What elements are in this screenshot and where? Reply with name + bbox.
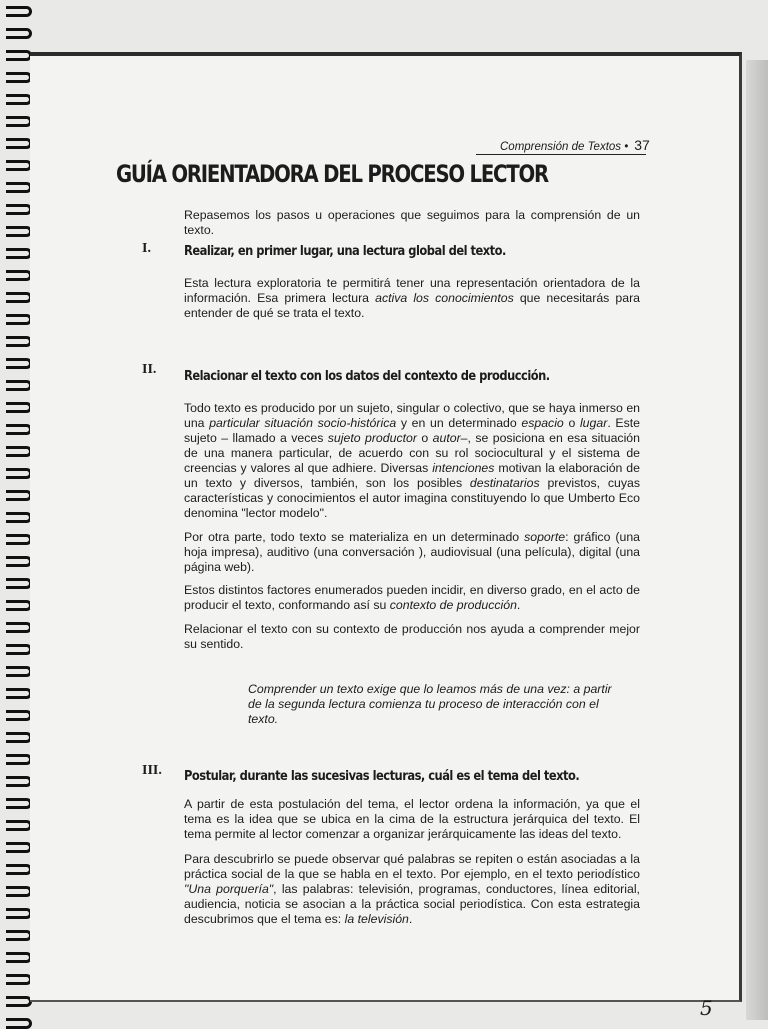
spiral-coil bbox=[6, 402, 32, 413]
intro-paragraph: Repasemos los pasos u operaciones que seguimos para la comprensión de un texto. bbox=[184, 208, 640, 237]
text-run: : gráfico (una hoja impresa), auditivo (una conversación ), audiovisual (una película), digital (una página web). bbox=[184, 530, 640, 574]
spiral-coil bbox=[6, 226, 32, 237]
spiral-coil bbox=[6, 776, 32, 787]
text-run: motivan la elaboración de un texto y diversos, también, son los posibles bbox=[184, 461, 640, 490]
spiral-coil bbox=[6, 556, 32, 567]
text-run-italic: soporte bbox=[524, 530, 566, 544]
text-run: y en un determinado bbox=[396, 416, 522, 430]
s3-paragraph-2 bbox=[184, 852, 640, 927]
spiral-coil bbox=[6, 644, 32, 655]
spiral-coil bbox=[6, 138, 32, 149]
handwritten-page-mark: 5 bbox=[700, 996, 713, 1020]
text-run-italic: la televisión bbox=[344, 912, 409, 926]
spiral-coil bbox=[6, 732, 32, 743]
spiral-coil bbox=[6, 248, 32, 259]
text-run-italic: autor bbox=[432, 431, 461, 445]
spiral-coil bbox=[6, 6, 32, 17]
spiral-coil bbox=[6, 358, 32, 369]
spiral-coil bbox=[6, 666, 32, 677]
spiral-coil bbox=[6, 270, 32, 281]
text-run: . bbox=[516, 598, 521, 612]
page-number: 37 bbox=[634, 137, 650, 153]
running-header bbox=[500, 137, 650, 153]
text-run-italic: activa los conocimientos bbox=[375, 291, 514, 305]
spiral-coil bbox=[6, 116, 32, 127]
text-run-italic: sujeto productor bbox=[327, 431, 417, 445]
text-run-italic: destinatarios bbox=[469, 476, 540, 490]
text-run-italic: intenciones bbox=[432, 461, 495, 475]
spiral-coil bbox=[6, 996, 32, 1007]
spiral-coil bbox=[6, 952, 32, 963]
text-run-italic: lugar bbox=[579, 416, 608, 430]
spiral-coil bbox=[6, 600, 32, 611]
header-rule bbox=[476, 154, 646, 155]
spiral-coil bbox=[6, 908, 32, 919]
section-numeral-1: I. bbox=[142, 241, 151, 256]
spiral-coil bbox=[6, 864, 32, 875]
page-title: GUÍA ORIENTADORA DEL PROCESO LECTOR bbox=[116, 160, 548, 188]
spiral-coil bbox=[6, 468, 32, 479]
spiral-coil bbox=[6, 424, 32, 435]
spiral-coil bbox=[6, 820, 32, 831]
text-run: o bbox=[416, 431, 433, 445]
s2-paragraph-1 bbox=[184, 401, 640, 521]
spiral-coil bbox=[6, 446, 32, 457]
spiral-coil bbox=[6, 292, 32, 303]
section-heading-1: Realizar, en primer lugar, una lectura global del texto. bbox=[184, 243, 506, 259]
spiral-coil bbox=[6, 94, 32, 105]
header-section: Comprensión de Textos • bbox=[500, 141, 629, 153]
spiral-coil bbox=[6, 710, 32, 721]
text-run: Esta lectura exploratoria te permitirá tener una representación orientadora de la información. Esa primera lectura bbox=[184, 276, 640, 305]
spiral-coil bbox=[6, 578, 32, 589]
spiral-coil bbox=[6, 622, 32, 633]
text-run: Todo texto es producido por un sujeto, singular o colectivo, que se haya inmerso en una bbox=[184, 401, 640, 430]
spiral-coil bbox=[6, 314, 32, 325]
spiral-coil bbox=[6, 50, 32, 61]
section-heading-2: Relacionar el texto con los datos del contexto de producción. bbox=[184, 368, 550, 384]
spiral-coil bbox=[6, 28, 32, 39]
spiral-coil bbox=[6, 688, 32, 699]
page-edge bbox=[746, 60, 768, 1020]
s2-paragraph-2 bbox=[184, 530, 640, 575]
s2-paragraph-4: Relacionar el texto con su contexto de producción nos ayuda a comprender mejor su sentido. bbox=[184, 622, 640, 651]
spiral-coil bbox=[6, 754, 32, 765]
text-run-italic: espacio bbox=[521, 416, 564, 430]
text-run: , las palabras: televisión, programas, conductores, línea editorial, audiencia, noticia se asocian a la práctica social periodística. Con esta estrategia descubrimos que el tema es: bbox=[184, 882, 640, 926]
text-run: . Este sujeto – llamado a veces bbox=[184, 416, 640, 445]
text-run-italic: "Una porquería" bbox=[184, 882, 274, 896]
spiral-coil bbox=[6, 974, 32, 985]
spiral-coil bbox=[6, 204, 32, 215]
spiral-coil bbox=[6, 798, 32, 809]
text-run: que necesitarás para entender de qué se trata el texto. bbox=[184, 291, 641, 320]
spiral-coil bbox=[6, 886, 32, 897]
section-heading-3: Postular, durante las sucesivas lecturas, cuál es el tema del texto. bbox=[184, 768, 580, 784]
section-numeral-3: III. bbox=[142, 763, 162, 778]
text-run: Para descubrirlo se puede observar qué palabras se repiten o están asociadas a la práctica social de la que se habla en el texto. Por ejemplo, en el texto periodístico bbox=[184, 852, 640, 881]
spiral-coil bbox=[6, 490, 32, 501]
spiral-coil bbox=[6, 842, 32, 853]
s3-paragraph-1: A partir de esta postulación del tema, el lector ordena la información, ya que el tema es la idea que se ubica en la cima de la estructura jerárquica del texto. El tema permite al lector comenzar a organizar jerárquicamente las ideas del texto. bbox=[184, 797, 640, 841]
spiral-coil bbox=[6, 512, 32, 523]
callout-quote: Comprender un texto exige que lo leamos más de una vez: a partir de la segunda lectura comienza tu proceso de interacción con el texto. bbox=[248, 682, 612, 726]
spiral-coil bbox=[6, 930, 32, 941]
spiral-coil bbox=[6, 534, 32, 545]
spiral-coil bbox=[6, 380, 32, 391]
text-run-italic: particular situación socio-histórica bbox=[209, 416, 397, 430]
section-numeral-2: II. bbox=[142, 362, 157, 377]
text-run: o bbox=[563, 416, 580, 430]
text-run: –, se posiciona en esa situación de una manera particular, de acuerdo con su rol sociocultural y el sistema de creencias y valores al que adhiere. Diversas bbox=[184, 431, 640, 475]
spiral-coil bbox=[6, 160, 32, 171]
s2-paragraph-3 bbox=[184, 583, 640, 613]
text-run: . bbox=[408, 912, 413, 926]
spiral-coil bbox=[6, 336, 32, 347]
text-run: Por otra parte, todo texto se materializa en un determinado bbox=[184, 530, 525, 544]
spiral-coil bbox=[6, 182, 32, 193]
text-run: Estos distintos factores enumerados pueden incidir, en diverso grado, en el acto de producir el texto, conformando así su bbox=[184, 583, 640, 612]
spiral-coil bbox=[6, 72, 32, 83]
s1-paragraph bbox=[184, 276, 640, 321]
text-run-italic: contexto de producción bbox=[389, 598, 517, 612]
text-run: previstos, cuyas características y conocimientos el autor imagina constituyendo lo que Umberto Eco denomina "lector modelo". bbox=[184, 476, 640, 520]
